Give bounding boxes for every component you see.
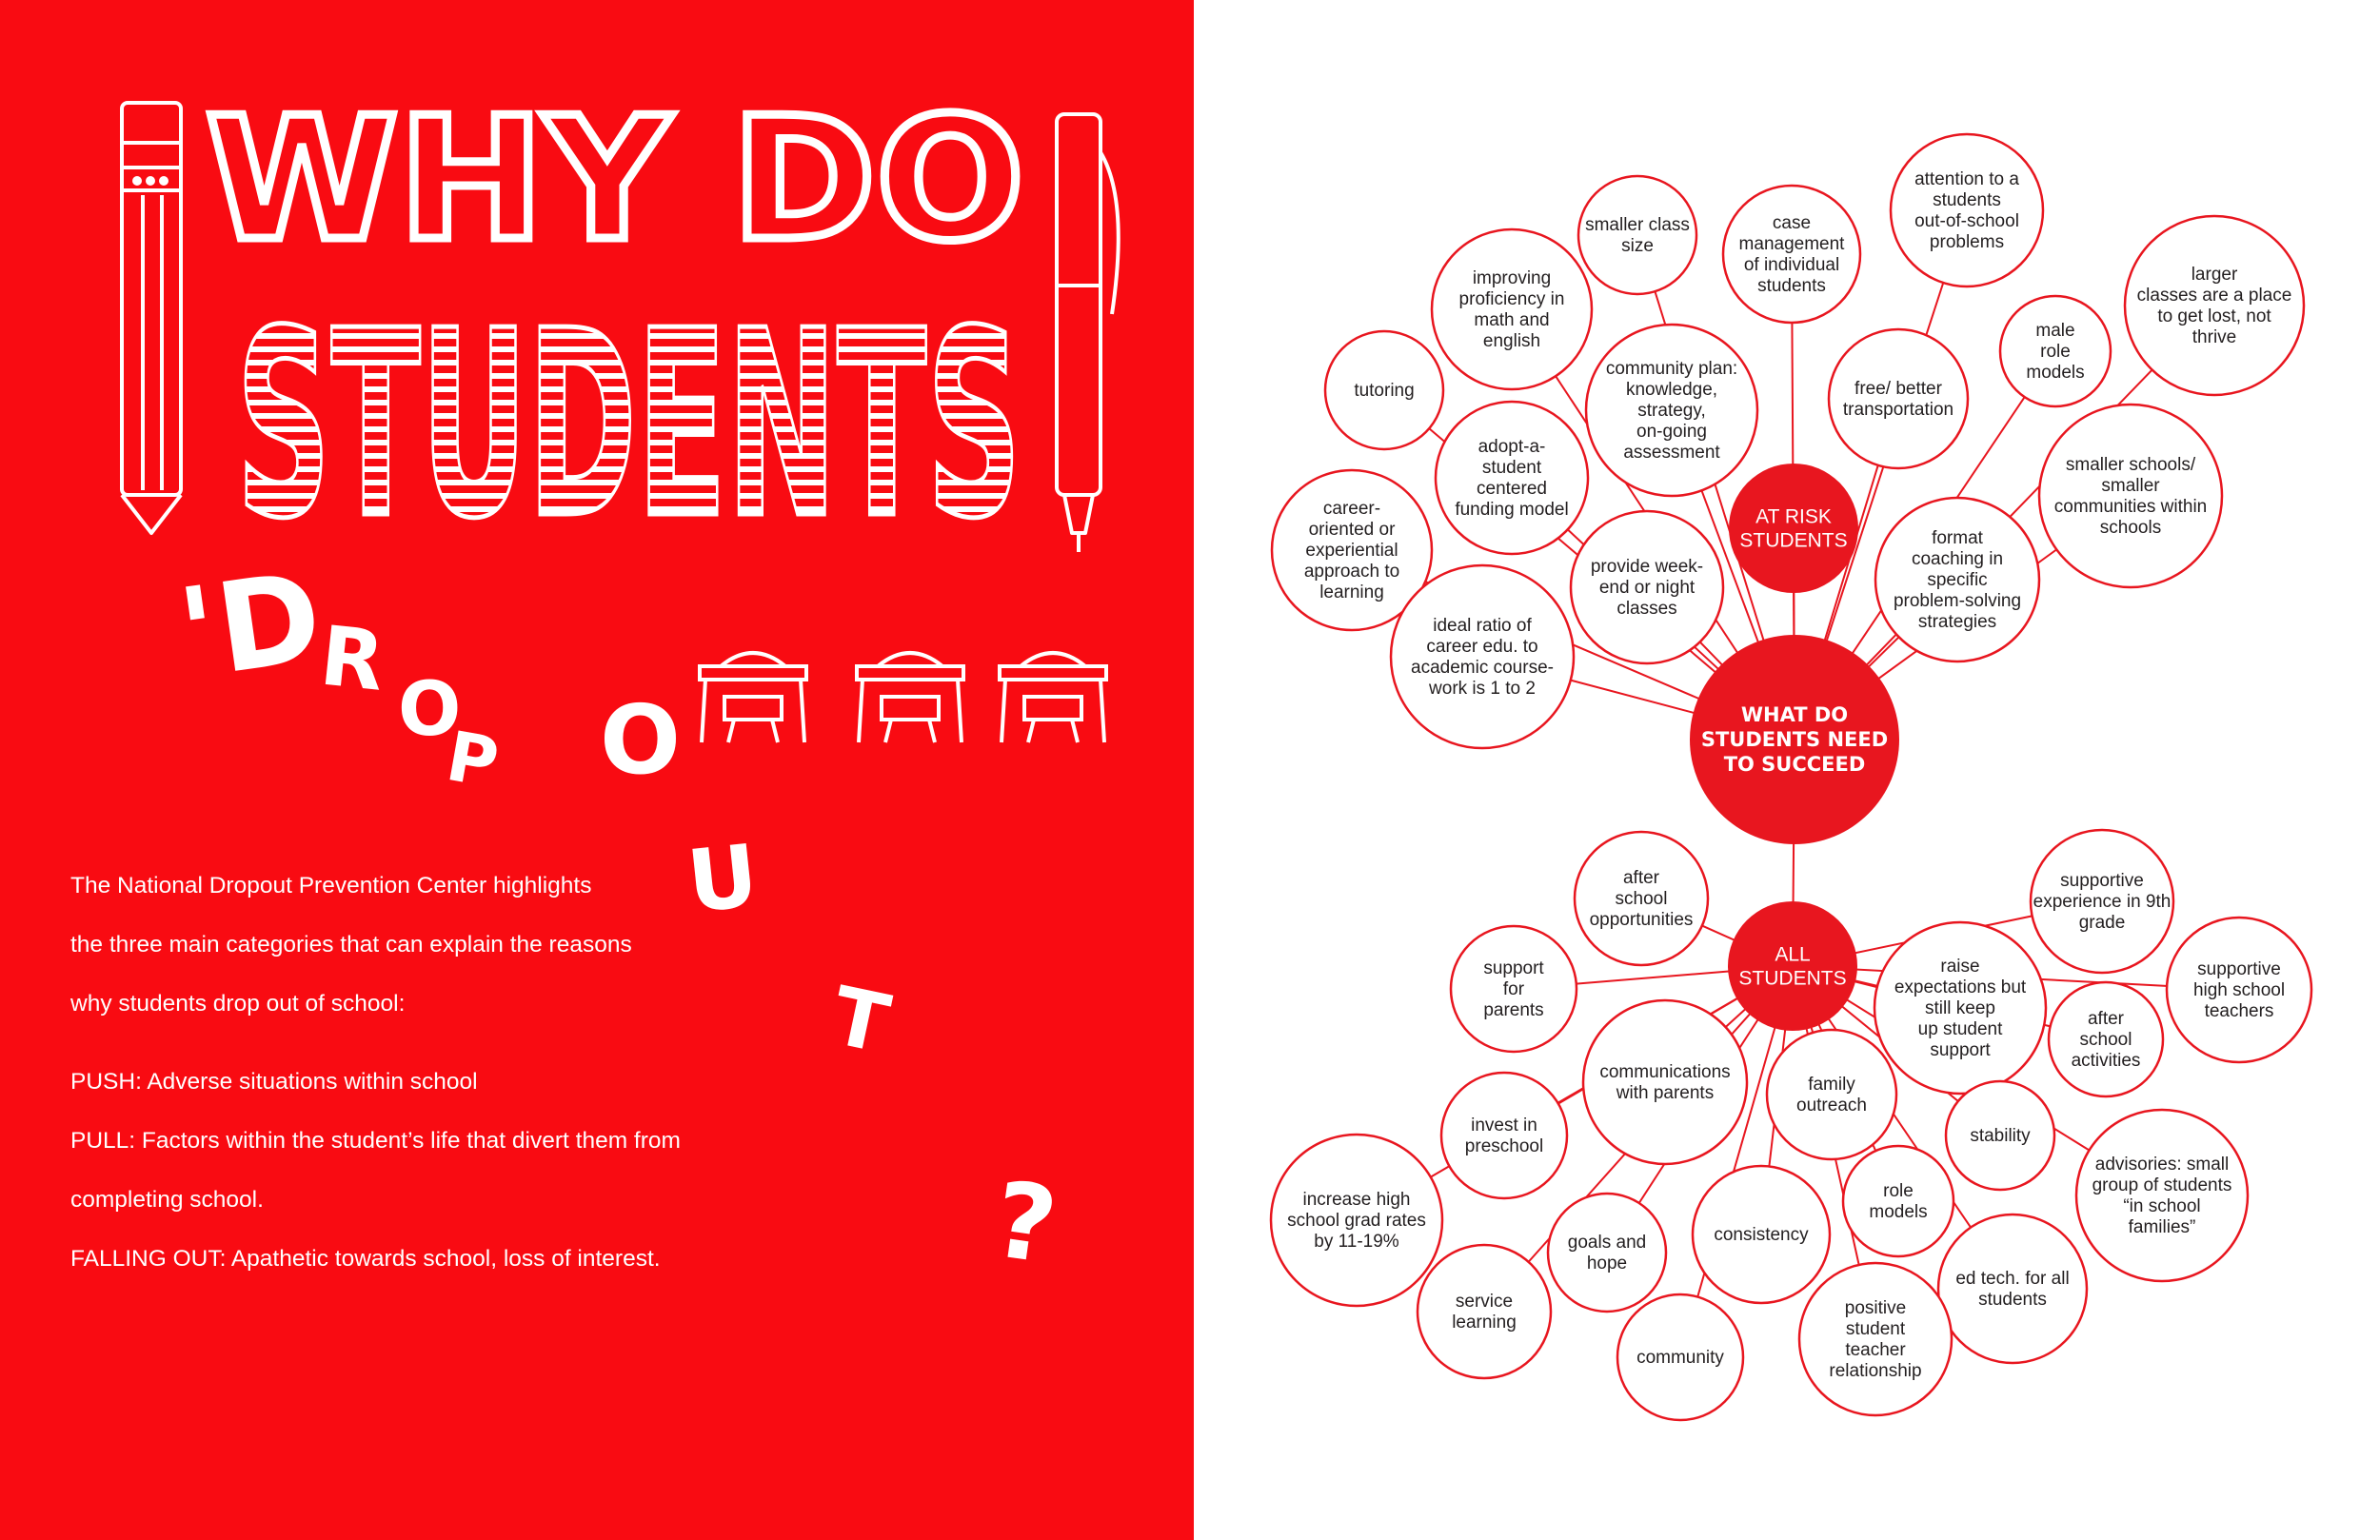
- node-label: activities: [2071, 1051, 2141, 1071]
- intro-line: the three main categories that can explain the reasons: [70, 932, 632, 958]
- node-label: management: [1738, 234, 1845, 254]
- node-label: out-of-school: [1914, 211, 2019, 231]
- node-label: stability: [1970, 1126, 2031, 1146]
- node-label: transportation: [1842, 400, 1954, 420]
- node-label: preschool: [1464, 1136, 1544, 1156]
- category-falling-out: FALLING OUT: Apathetic towards school, loss of interest.: [70, 1246, 661, 1272]
- hub-at-risk-label: STUDENTS: [1739, 529, 1848, 552]
- node-larger-classes: [2125, 216, 2304, 395]
- node-label: school: [1615, 889, 1668, 909]
- node-label: ideal ratio of: [1433, 616, 1532, 636]
- hub-all-students-label: STUDENTS: [1738, 967, 1847, 990]
- node-label: male: [2035, 321, 2075, 341]
- dropout-letter: O: [398, 667, 462, 753]
- root-what-do-students-need-label: STUDENTS NEED: [1700, 728, 1889, 751]
- node-label: support: [1930, 1040, 1991, 1060]
- node-stability: [1946, 1081, 2054, 1190]
- node-label: problem-solving: [1893, 591, 2022, 611]
- node-label: for: [1502, 979, 1525, 999]
- node-label: approach to: [1303, 562, 1400, 582]
- node-smaller-class-size: [1578, 176, 1696, 294]
- node-label: still keep: [1925, 998, 1995, 1018]
- node-label: community plan:: [1605, 359, 1738, 379]
- node-label: consistency: [1714, 1225, 1809, 1245]
- dropout-letter: R: [315, 608, 389, 710]
- node-label: role: [1883, 1181, 1914, 1201]
- node-label: experiential: [1305, 541, 1398, 561]
- node-label: increase high: [1302, 1190, 1411, 1210]
- node-format-coaching: [1875, 498, 2039, 661]
- intro-line: why students drop out of school:: [70, 991, 406, 1017]
- pencil-icon: [122, 103, 181, 533]
- node-label: adopt-a-: [1478, 437, 1546, 457]
- desks-illustration: [700, 653, 1106, 742]
- node-after-school-opportunities: [1575, 832, 1708, 965]
- node-label: models: [1869, 1202, 1928, 1222]
- title-students: STUDENTS: [236, 275, 1021, 575]
- node-family-outreach: [1767, 1030, 1896, 1159]
- node-raise-expectations: [1874, 922, 2046, 1094]
- node-label: positive: [1844, 1298, 1907, 1318]
- node-label: knowledge,: [1625, 380, 1718, 400]
- node-label: case: [1772, 213, 1812, 233]
- node-label: strategy,: [1637, 401, 1706, 421]
- node-supportive-teachers: [2167, 918, 2311, 1062]
- node-label: up student: [1917, 1019, 2003, 1039]
- node-label: opportunities: [1589, 910, 1694, 930]
- node-label: career-: [1322, 499, 1381, 519]
- node-support-for-parents: [1451, 926, 1577, 1052]
- node-label: size: [1621, 236, 1654, 256]
- hub-all-students-label: ALL: [1775, 943, 1811, 966]
- node-case-management: [1723, 186, 1860, 323]
- intro-text: [70, 868, 1137, 1300]
- node-label: students: [1978, 1290, 2047, 1310]
- node-label: role: [2040, 342, 2071, 362]
- node-community: [1617, 1294, 1743, 1420]
- node-label: raise: [1940, 957, 1980, 977]
- root-what-do-students-need: [1690, 635, 1899, 844]
- node-label: career edu. to: [1426, 637, 1538, 657]
- right-panel: [1194, 0, 2380, 1540]
- node-label: classes are a place: [2136, 286, 2292, 306]
- node-label: family: [1808, 1075, 1855, 1095]
- node-adopt-a-student: [1436, 402, 1588, 554]
- node-attention-out-of-school: [1891, 134, 2043, 286]
- node-supportive-9th-grade: [2031, 830, 2173, 973]
- pen-icon: [1057, 114, 1119, 552]
- intro-line: The National Dropout Prevention Center highlights: [70, 873, 592, 898]
- node-smaller-schools: [2039, 405, 2222, 587]
- node-label: strategies: [1917, 612, 1997, 632]
- node-label: learning: [1452, 1313, 1517, 1333]
- node-label: teacher: [1845, 1340, 1906, 1360]
- node-label: after: [1622, 868, 1660, 888]
- node-label: proficiency in: [1458, 289, 1565, 309]
- desk-icon: [700, 653, 806, 742]
- node-improving-proficiency: [1432, 229, 1592, 389]
- node-label: after: [2087, 1009, 2125, 1029]
- node-label: hope: [1586, 1254, 1628, 1273]
- hub-all-students: [1728, 901, 1857, 1031]
- node-label: of individual: [1743, 255, 1840, 275]
- node-label: grade: [2078, 913, 2126, 933]
- node-label: community: [1636, 1348, 1724, 1368]
- node-label: by 11-19%: [1314, 1232, 1399, 1252]
- hub-at-risk: [1729, 464, 1858, 593]
- category-pull: PULL: Factors within the student’s life that divert them from: [70, 1128, 681, 1154]
- node-label: to get lost, not: [2157, 306, 2271, 326]
- node-label: on-going: [1636, 422, 1707, 442]
- node-label: improving: [1472, 268, 1552, 288]
- node-service-learning: [1418, 1245, 1551, 1378]
- node-label: tutoring: [1354, 381, 1415, 401]
- node-label: outreach: [1796, 1096, 1867, 1116]
- node-label: thrive: [2192, 327, 2237, 347]
- node-ed-tech: [1938, 1214, 2087, 1363]
- node-label: problems: [1929, 232, 2005, 252]
- node-label: service: [1455, 1292, 1514, 1312]
- node-ideal-ratio: [1391, 565, 1574, 748]
- node-label: invest in: [1471, 1116, 1537, 1135]
- node-advisories: [2076, 1110, 2248, 1281]
- node-label: schools: [2099, 518, 2162, 538]
- node-weekend-classes: [1571, 511, 1723, 663]
- node-role-models: [1843, 1146, 1954, 1256]
- dropout-letter: U: [683, 825, 763, 933]
- node-communications-parents: [1583, 1000, 1747, 1164]
- node-tutoring: [1325, 331, 1443, 449]
- node-label: provide week-: [1590, 557, 1704, 577]
- node-label: larger: [2191, 265, 2238, 285]
- node-label: high school: [2192, 980, 2286, 1000]
- node-label: free/ better: [1854, 379, 1942, 399]
- dropout-letter: 'D: [170, 543, 330, 707]
- dropout-letter: O: [600, 684, 682, 796]
- node-label: “in school: [2123, 1196, 2201, 1216]
- node-community-plan: [1586, 325, 1757, 496]
- node-label: centered: [1477, 479, 1547, 499]
- node-label: student: [1845, 1319, 1906, 1339]
- desk-icon: [1000, 653, 1106, 742]
- node-label: school grad rates: [1287, 1211, 1426, 1231]
- node-label: smaller: [2101, 476, 2160, 496]
- node-label: funding model: [1455, 500, 1569, 520]
- node-label: with parents: [1616, 1083, 1715, 1103]
- node-consistency: [1693, 1166, 1830, 1303]
- node-label: families”: [2128, 1217, 2196, 1237]
- node-label: communications: [1599, 1062, 1731, 1082]
- node-male-role-models: [2000, 296, 2111, 406]
- node-after-school-activities: [2049, 982, 2163, 1096]
- node-label: models: [2026, 363, 2085, 383]
- node-label: specific: [1927, 570, 1988, 590]
- node-label: assessment: [1623, 443, 1720, 463]
- node-label: school: [2079, 1030, 2132, 1050]
- node-label: communities within: [2053, 497, 2208, 517]
- node-goals-hope: [1548, 1194, 1666, 1312]
- node-label: students: [1933, 190, 2001, 210]
- node-label: ed tech. for all: [1955, 1269, 2070, 1289]
- node-label: classes: [1616, 599, 1677, 619]
- category-push: PUSH: Adverse situations within school: [70, 1069, 478, 1095]
- hub-at-risk-label: AT RISK: [1755, 505, 1832, 528]
- node-label: students: [1757, 276, 1826, 296]
- node-label: parents: [1483, 1000, 1544, 1020]
- root-what-do-students-need-label: TO SUCCEED: [1723, 753, 1866, 776]
- node-label: end or night: [1598, 578, 1696, 598]
- node-label: student: [1481, 458, 1542, 478]
- node-label: supportive: [2197, 959, 2281, 979]
- node-label: advisories: small: [2094, 1155, 2230, 1175]
- node-label: group of students: [2092, 1175, 2232, 1195]
- dropout-letter: ?: [986, 1157, 1064, 1288]
- node-positive-relationship: [1799, 1263, 1952, 1415]
- root-what-do-students-need-label: WHAT DO: [1740, 703, 1849, 726]
- node-label: coaching in: [1911, 549, 2004, 569]
- node-label: english: [1482, 331, 1541, 351]
- node-label: smaller schools/: [2065, 455, 2196, 475]
- node-label: learning: [1319, 582, 1384, 602]
- node-label: relationship: [1829, 1361, 1922, 1381]
- node-label: supportive: [2060, 871, 2144, 891]
- desk-icon: [857, 653, 963, 742]
- node-label: attention to a: [1914, 169, 2019, 189]
- node-label: math and: [1474, 310, 1550, 330]
- title-why-do: WHY DO: [206, 81, 1024, 278]
- node-label: work is 1 to 2: [1429, 679, 1536, 699]
- node-label: experience in 9th: [2033, 892, 2172, 912]
- dropout-letter: P: [441, 716, 505, 803]
- category-pull-continued: completing school.: [70, 1187, 264, 1213]
- node-label: teachers: [2204, 1001, 2274, 1021]
- node-label: expectations but: [1894, 977, 2027, 997]
- node-label: academic course-: [1411, 658, 1554, 678]
- node-label: support: [1483, 958, 1544, 978]
- node-label: format: [1932, 528, 1983, 548]
- dropout-letter: T: [823, 968, 898, 1072]
- node-invest-preschool: [1441, 1073, 1567, 1198]
- node-label: smaller class: [1585, 215, 1690, 235]
- node-label: goals and: [1567, 1233, 1647, 1253]
- node-free-transportation: [1829, 329, 1968, 468]
- node-increase-grad-rates: [1271, 1135, 1442, 1306]
- bubble-diagram: [1194, 0, 2380, 1540]
- node-label: oriented or: [1308, 520, 1396, 540]
